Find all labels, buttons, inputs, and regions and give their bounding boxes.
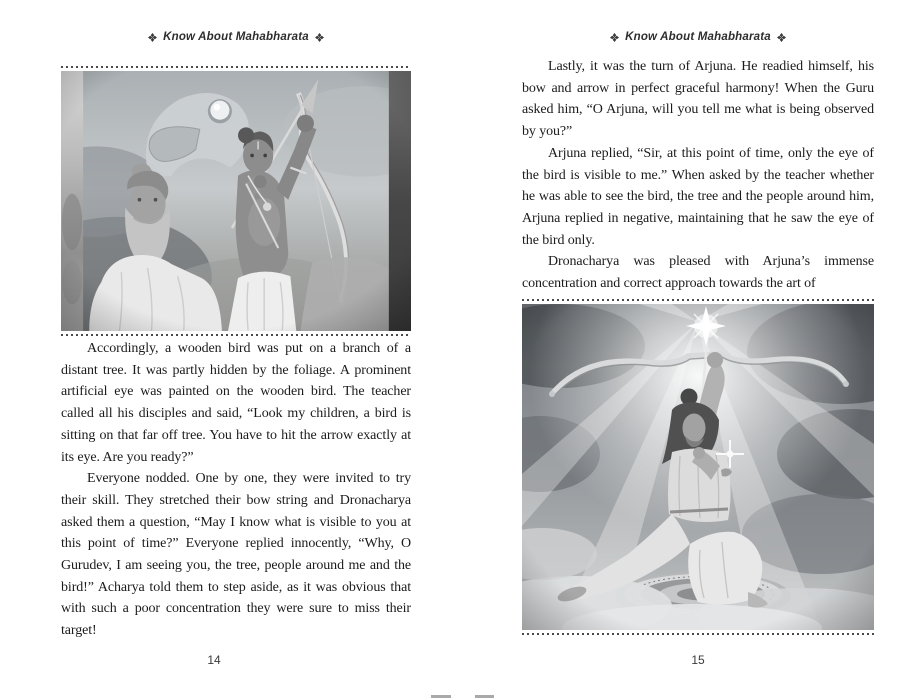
paragraph: Everyone nodded. One by one, they were invited to try their skill. They stretched their bow string and Dronacharya asked them a question, “May I know what is visible to you at this point of time?” Everyone replied innocently, “Why, O Gurudev, I am seeing you, the tree, people around me and the bird!” Acharya told them to step aside, as it was obvious that with such a poor concentration they were sure to miss their target! (61, 471, 411, 639)
paragraph: Arjuna replied, “Sir, at this point of time, only the eye of the bird is visible to me.” When asked by the teacher whether he was able to see the bird, the tree and the people around him, Arjuna replied in negative, maintaining that he saw the eye of the bird only. (522, 145, 874, 248)
dotted-border (61, 66, 411, 68)
running-head-left (61, 31, 411, 43)
paragraph: Lastly, it was the turn of Arjuna. He readied himself, his bow and arrow in perfect graceful harmony! When the Guru asked him, “O Arjuna, will you tell me what is being observed by you?” (522, 59, 874, 140)
page-14 (61, 0, 411, 700)
arjuna-kneeling-with-bow-illustration (522, 304, 874, 630)
diamond-ornament-icon (777, 33, 786, 42)
page-14-text (61, 338, 411, 642)
dotted-border (522, 633, 874, 635)
running-head-right (522, 31, 874, 43)
illustration-arjuna-frame (522, 299, 874, 635)
page-15-text (522, 56, 874, 295)
diamond-ornament-icon (148, 33, 157, 42)
running-head-title: Know About Mahabharata (625, 31, 771, 43)
diamond-ornament-icon (315, 33, 324, 42)
running-head-title: Know About Mahabharata (163, 31, 309, 43)
page-15 (522, 0, 874, 700)
page-number-14: 14 (207, 653, 221, 667)
dronacharya-and-young-archer-illustration (61, 71, 411, 331)
dotted-border (61, 334, 411, 336)
paragraph: Accordingly, a wooden bird was put on a branch of a distant tree. It was partly hidden by the foliage. A prominent artificial eye was painted on the wooden bird. The teacher called all his disciples and said, “Look my children, a bird is sitting on that far off tree. You have to hit the arrow exactly at its eye. Are you ready?” (61, 341, 411, 465)
diamond-ornament-icon (610, 33, 619, 42)
illustration-dronacharya-frame (61, 66, 411, 336)
dotted-border (522, 299, 874, 301)
page-number-15: 15 (691, 653, 705, 667)
cropped-bottom-element (431, 695, 451, 698)
paragraph: Dronacharya was pleased with Arjuna’s immense concentration and correct approach towards the art of (522, 254, 874, 292)
cropped-bottom-element (475, 695, 494, 698)
